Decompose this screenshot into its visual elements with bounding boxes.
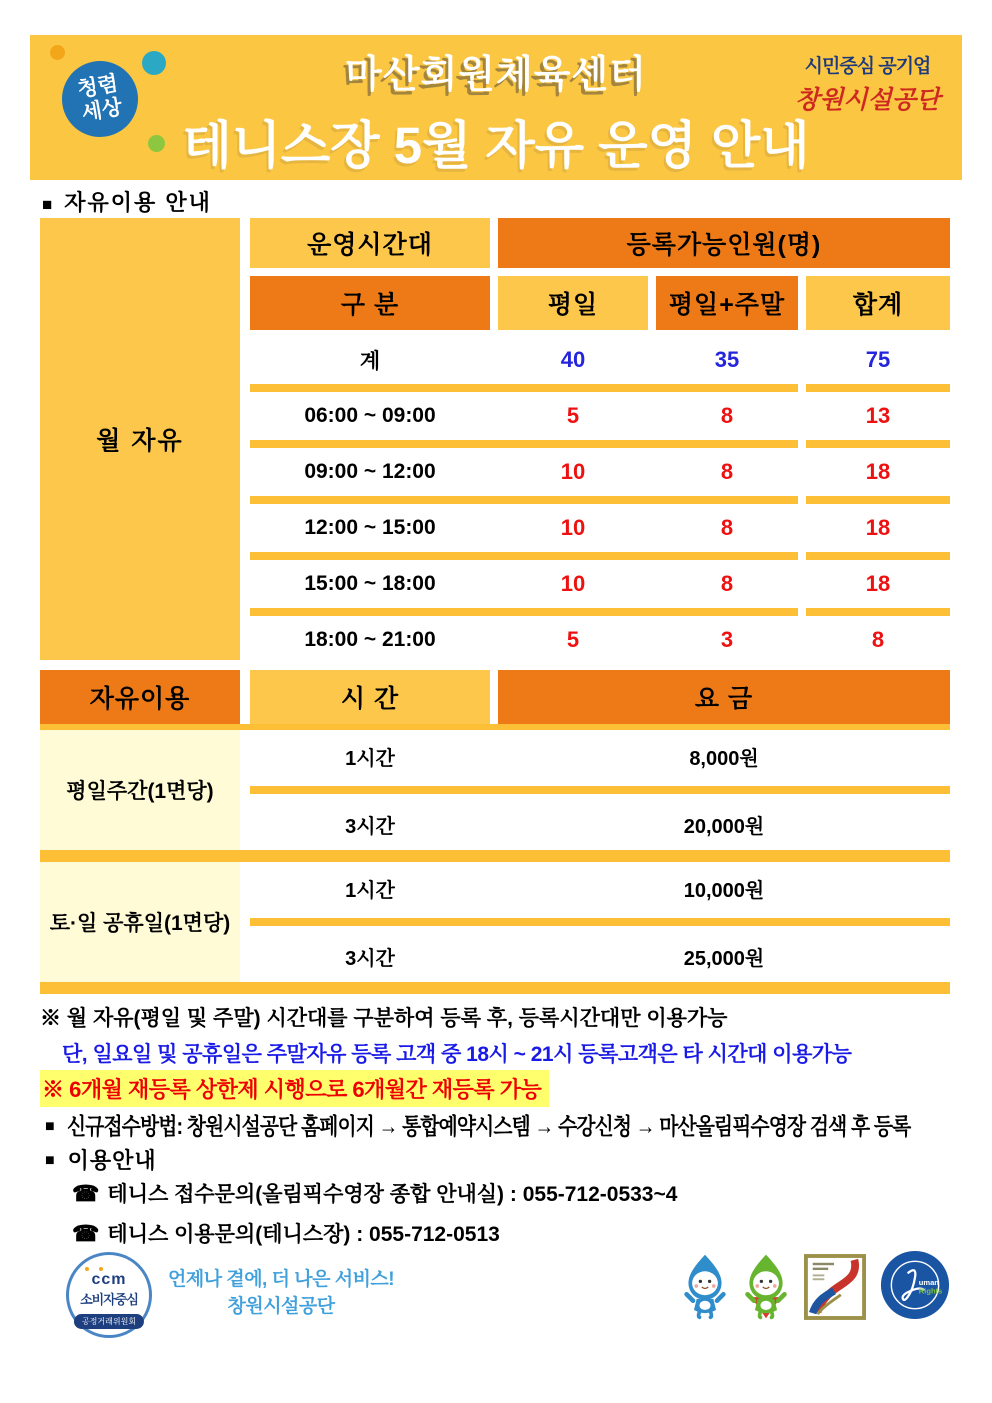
usage-row-weekday-weekend: 8 [720,571,734,596]
fee-row-time: 3시간 [345,815,395,838]
footer-slogan-line1: 언제나 곁에, 더 나은 서비스! [168,1269,395,1290]
usage-total-total: 75 [865,347,891,372]
usage-row-total: 13 [865,403,891,428]
usage-total-weekday-weekend: 35 [714,347,740,372]
footer-badges [682,1250,950,1320]
usage-row-weekday: 5 [566,403,580,428]
usage-row-time: 12:00 ~ 15:00 [304,516,436,539]
usage-row-total: 18 [865,515,891,540]
fee-header-fee: 요 금 [498,670,950,724]
usage-row-weekday-weekend: 8 [720,459,734,484]
table-bottom-bar [40,982,950,994]
group-divider [40,850,950,862]
usage-row-total: 18 [865,571,891,596]
usage-row-weekday: 10 [560,515,586,540]
logo-text-line1: 청렴 [75,71,120,102]
fee-header-category: 자유이용 [40,670,240,724]
usage-header-capacity: 등록가능인원(명) [498,218,950,268]
ccm-certification-badge [66,1252,152,1338]
ccm-authority-text: 공정거래위원회 [74,1314,144,1329]
usage-table [40,218,950,670]
fee-row-time: 1시간 [345,747,395,770]
svg-text:Rights: Rights [918,1286,943,1296]
contact-line-court-text: 테니스 이용문의(테니스장) : 055-712-0513 [107,1223,500,1246]
section-title-text: 자유이용 안내 [64,190,212,215]
fee-table-header [40,670,950,724]
fee-row-price: 25,000원 [683,947,765,970]
logo-text-line2: 세상 [80,95,124,126]
contact-line-reception [72,1178,677,1208]
fee-row-price: 8,000원 [689,747,759,770]
row-divider [806,496,950,504]
note-usage-rule: ※ 월 자유(평일 및 주말) 시간대를 구분하여 등록 후, 등록시간대만 이용가능 [40,1007,728,1030]
row-divider [250,440,798,448]
row-divider [806,384,950,392]
svg-text:uman: uman [918,1278,939,1287]
mascot-green-icon [742,1252,790,1320]
center-name: 마산회원체육센터 [345,54,647,96]
banner [30,35,962,180]
square-bullet-icon: ■ [42,195,55,214]
contact-line-reception-text: 테니스 접수문의(올림픽수영장 종합 안내실) : 055-712-0533~4 [107,1183,678,1206]
footer-slogan [168,1266,394,1320]
usage-row-total: 8 [871,627,885,652]
usage-guide-title [45,1144,157,1175]
ccm-brand-text: ccm [69,1271,149,1289]
usage-row-time: 06:00 ~ 09:00 [304,404,436,427]
usage-row-time: 09:00 ~ 12:00 [304,460,436,483]
usage-subheader-weekday-weekend: 평일+주말 [656,276,798,330]
registration-method [45,1108,992,1141]
fee-group-label: 평일주간(1면당) [40,730,240,850]
usage-subheader-category: 구 분 [250,276,490,330]
row-divider [250,552,798,560]
row-divider [806,552,950,560]
row-divider [250,786,950,794]
row-divider [806,440,950,448]
ccm-dot-icon [85,1267,89,1271]
usage-row-total: 18 [865,459,891,484]
usage-side-label: 월 자유 [40,218,240,660]
fee-group-label: 토·일 공휴일(1면당) [40,862,240,982]
fee-row-price: 20,000원 [683,815,765,838]
row-divider [806,608,950,616]
human-rights-badge-icon [880,1250,950,1320]
phone-icon: ☎ [72,1181,100,1206]
fee-row-time: 1시간 [345,879,395,902]
square-bullet-icon: ■ [45,1152,56,1169]
row-divider [250,918,950,926]
usage-row-weekday-weekend: 3 [720,627,734,652]
note-reregistration-highlight: ※ 6개월 재등록 상한제 시행으로 6개월간 재등록 가능 [40,1070,549,1107]
org-tagline: 시민중심 공기업 [804,56,931,77]
footer [0,1250,992,1340]
usage-guide-title-text: 이용안내 [67,1148,157,1173]
registration-method-text: 신규접수방법: 창원시설공단 홈페이지 → 통합예약시스템 → 수강신청 → 마산올림픽수영장 검색 후 등록 [66,1113,911,1139]
usage-row-weekday: 5 [566,627,580,652]
contact-line-court [72,1218,500,1248]
usage-subheader-total: 합계 [806,276,950,330]
usage-row-time: 18:00 ~ 21:00 [304,628,436,651]
org-name: 창원시설공단 [795,85,940,114]
row-divider [250,496,798,504]
usage-row-weekday-weekend: 8 [720,403,734,428]
mascot-blue-icon [682,1252,728,1320]
ccm-label-text: 소비자중심 [80,1292,138,1307]
note-sunday-rule: 단, 일요일 및 공휴일은 주말자유 등록 고객 중 18시 ~ 21시 등록고객은 타 시간대 이용가능 [62,1043,852,1066]
page-title: 테니스장 5월 자유 운영 안내 [182,117,810,174]
phone-icon: ☎ [72,1221,100,1246]
usage-total-weekday: 40 [560,347,586,372]
fee-row-price: 10,000원 [683,879,765,902]
row-divider [250,608,798,616]
row-divider [250,384,798,392]
service-quality-badge-icon [804,1254,866,1320]
usage-row-weekday-weekend: 8 [720,515,734,540]
square-bullet-icon: ■ [45,1118,55,1135]
footer-slogan-line2: 창원시설공단 [227,1296,335,1317]
usage-row-time: 15:00 ~ 18:00 [304,572,436,595]
org-mark [795,51,940,116]
fee-table [40,730,950,994]
fee-row-time: 3시간 [345,947,395,970]
usage-subheader-weekday: 평일 [498,276,648,330]
usage-header-time: 운영시간대 [250,218,490,268]
usage-row-weekday: 10 [560,571,586,596]
fee-header-time: 시 간 [250,670,490,724]
usage-total-label: 계 [359,350,381,373]
usage-row-weekday: 10 [560,459,586,484]
section-title [42,186,212,217]
